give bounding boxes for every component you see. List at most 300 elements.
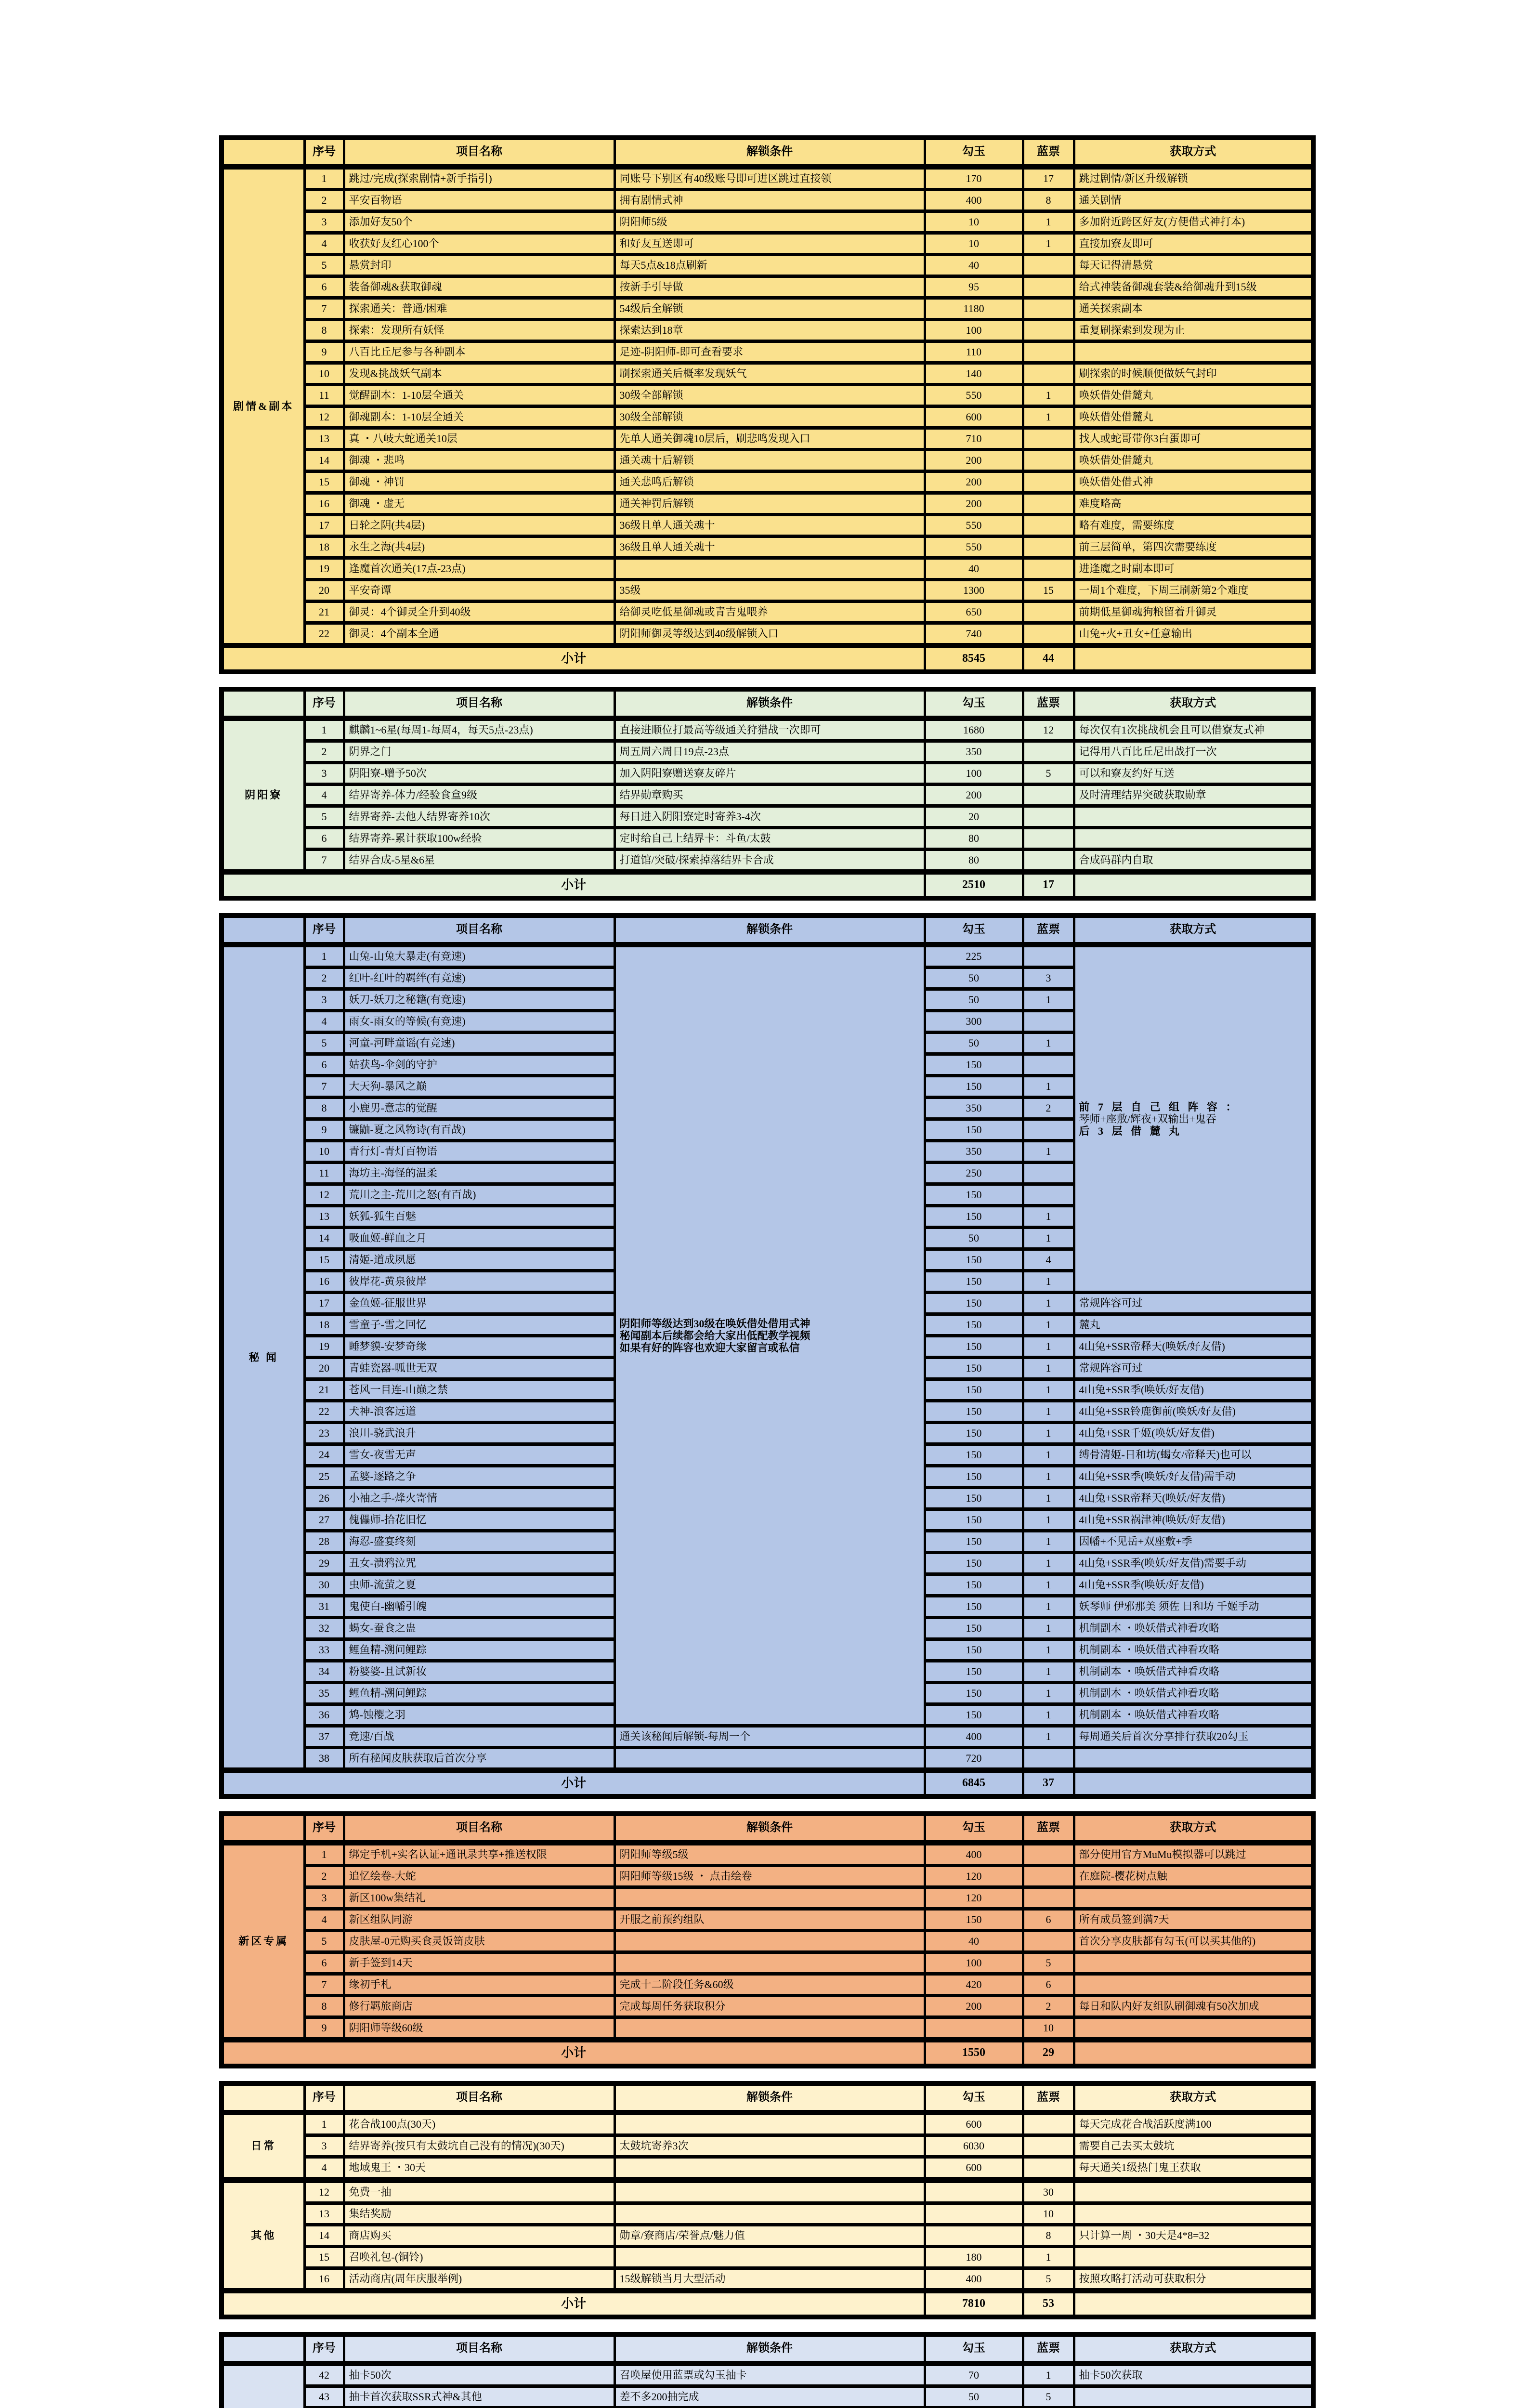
row-jade: 150 — [925, 1553, 1023, 1574]
row-ticket — [1023, 785, 1074, 806]
row-ticket: 2 — [1023, 1098, 1074, 1119]
row-name: 日轮之阴(共4层) — [344, 515, 614, 537]
column-header-name: 项目名称 — [344, 2083, 614, 2113]
column-header-name: 项目名称 — [344, 689, 614, 719]
table-row — [222, 2135, 1313, 2157]
table-row — [222, 1996, 1313, 2017]
table-row — [222, 741, 1313, 763]
row-index: 12 — [304, 406, 344, 428]
row-index: 20 — [304, 580, 344, 602]
subtotal-jade: 1550 — [925, 2040, 1023, 2067]
row-method — [1074, 2017, 1313, 2040]
row-ticket: 1 — [1023, 1423, 1074, 1444]
table-row — [222, 1866, 1313, 1887]
subtotal-label: 小计 — [222, 1770, 925, 1797]
row-ticket: 6 — [1023, 1909, 1074, 1931]
row-name: 孟婆-逐路之争 — [344, 1466, 614, 1488]
row-jade: 300 — [925, 1011, 1023, 1033]
row-condition: 完成十二阶段任务&60级 — [614, 1974, 925, 1996]
row-jade: 95 — [925, 276, 1023, 298]
row-jade: 1680 — [925, 719, 1023, 741]
row-jade — [925, 2017, 1023, 2040]
row-name: 发现&挑战妖气副本 — [344, 363, 614, 385]
row-index: 17 — [304, 1293, 344, 1314]
row-jade: 120 — [925, 1887, 1023, 1909]
merged-note-line: 秘闻副本后续都会给大家出低配教学视频 — [620, 1330, 920, 1342]
row-name: 八百比丘尼参与各种副本 — [344, 341, 614, 363]
column-header-index: 序号 — [304, 916, 344, 945]
subtotal-jade: 6845 — [925, 1770, 1023, 1797]
subtotal-jade: 8545 — [925, 646, 1023, 672]
row-method — [1074, 945, 1313, 1293]
row-ticket: 5 — [1023, 2268, 1074, 2291]
row-jade: 150 — [925, 1119, 1023, 1141]
row-index: 3 — [304, 1887, 344, 1909]
header-row — [222, 1814, 1313, 1843]
subtotal-empty — [1074, 2291, 1313, 2317]
row-method: 只计算一周 ・30天是4*8=32 — [1074, 2225, 1313, 2247]
row-condition — [614, 2180, 925, 2203]
row-name: 追忆绘卷-大蛇 — [344, 1866, 614, 1887]
row-index: 19 — [304, 558, 344, 580]
row-condition — [614, 2113, 925, 2135]
row-jade: 600 — [925, 406, 1023, 428]
row-condition — [614, 2157, 925, 2180]
row-index: 1 — [304, 945, 344, 968]
row-index: 9 — [304, 1119, 344, 1141]
row-jade: 150 — [925, 1596, 1023, 1618]
row-name: 鸩-蚀樱之羽 — [344, 1704, 614, 1726]
row-condition: 通关悲鸣后解锁 — [614, 471, 925, 493]
row-ticket: 1 — [1023, 1293, 1074, 1314]
row-jade: 150 — [925, 1531, 1023, 1553]
column-header-jade: 勾玉 — [925, 1814, 1023, 1843]
row-method — [1074, 1887, 1313, 1909]
row-name: 装备御魂&获取御魂 — [344, 276, 614, 298]
table-row — [222, 2364, 1313, 2386]
row-jade: 200 — [925, 1996, 1023, 2017]
row-index: 7 — [304, 850, 344, 872]
row-method — [1074, 2386, 1313, 2408]
table-row — [222, 450, 1313, 471]
column-header-jade: 勾玉 — [925, 2083, 1023, 2113]
row-name: 修行羁旅商店 — [344, 1996, 614, 2017]
row-ticket: 1 — [1023, 1141, 1074, 1163]
row-jade: 150 — [925, 1618, 1023, 1639]
table-row — [222, 850, 1313, 872]
row-name: 青行灯-青灯百物语 — [344, 1141, 614, 1163]
row-index: 34 — [304, 1661, 344, 1683]
row-name: 平安百物语 — [344, 190, 614, 211]
row-index: 30 — [304, 1574, 344, 1596]
row-index: 21 — [304, 602, 344, 623]
row-condition: 给御灵吃低星御魂或青吉鬼喂养 — [614, 602, 925, 623]
row-condition: 阴阳师等级5级 — [614, 1843, 925, 1866]
subtotal-label: 小计 — [222, 646, 925, 672]
row-condition — [614, 2203, 925, 2225]
table-row — [222, 828, 1313, 850]
section-label-newserver-0: 新区专属 — [222, 1843, 304, 2040]
table-row — [222, 1931, 1313, 1952]
row-index: 7 — [304, 1974, 344, 1996]
row-condition — [614, 1748, 925, 1770]
row-jade: 6030 — [925, 2135, 1023, 2157]
subtotal-ticket: 17 — [1023, 872, 1074, 899]
row-ticket — [1023, 2113, 1074, 2135]
row-name: 彼岸花-黄泉彼岸 — [344, 1271, 614, 1293]
row-jade: 40 — [925, 255, 1023, 276]
row-name: 所有秘闻皮肤获取后首次分享 — [344, 1748, 614, 1770]
row-index: 4 — [304, 1909, 344, 1931]
column-header-condition: 解锁条件 — [614, 1814, 925, 1843]
row-condition: 拥有剧情式神 — [614, 190, 925, 211]
row-index: 1 — [304, 167, 344, 190]
row-method — [1074, 828, 1313, 850]
row-name: 跳过/完成(探索剧情+新手指引) — [344, 167, 614, 190]
row-ticket — [1023, 828, 1074, 850]
row-condition: 每日进入阴阳寮定时寄养3-4次 — [614, 806, 925, 828]
subtotal-row — [222, 872, 1313, 899]
row-index: 5 — [304, 1033, 344, 1054]
row-name: 悬赏封印 — [344, 255, 614, 276]
row-index: 15 — [304, 2247, 344, 2268]
row-index: 18 — [304, 537, 344, 558]
table-row — [222, 276, 1313, 298]
row-condition: 加入阴阳寮赠送寮友碎片 — [614, 763, 925, 785]
row-condition: 36级且单人通关魂十 — [614, 537, 925, 558]
row-method: 可以和寮友约好互送 — [1074, 763, 1313, 785]
row-index: 22 — [304, 1401, 344, 1423]
row-condition: 通关该秘闻后解锁-每周一个 — [614, 1726, 925, 1748]
row-ticket: 15 — [1023, 580, 1074, 602]
row-method: 记得用八百比丘尼出战打一次 — [1074, 741, 1313, 763]
row-ticket: 5 — [1023, 2386, 1074, 2408]
row-method: 4山兔+SSR祸津神(唤妖/好友借) — [1074, 1509, 1313, 1531]
row-condition: 先单人通关御魂10层后，刷悲鸣发现入口 — [614, 428, 925, 450]
row-method: 给式神装备御魂套装&给御魂升到15级 — [1074, 276, 1313, 298]
row-index: 6 — [304, 828, 344, 850]
row-jade: 550 — [925, 385, 1023, 406]
row-ticket: 1 — [1023, 1358, 1074, 1379]
row-ticket: 1 — [1023, 1076, 1074, 1098]
rewards-spreadsheet — [219, 135, 1311, 2408]
row-ticket: 1 — [1023, 1509, 1074, 1531]
row-name: 傀儡师-拾花旧忆 — [344, 1509, 614, 1531]
row-ticket: 1 — [1023, 385, 1074, 406]
corner-cell — [222, 2083, 304, 2113]
table-row — [222, 2113, 1313, 2135]
row-ticket — [1023, 276, 1074, 298]
subtotal-label: 小计 — [222, 2040, 925, 2067]
row-condition: 54级后全解锁 — [614, 298, 925, 320]
table-row — [222, 558, 1313, 580]
table-row — [222, 602, 1313, 623]
table-row — [222, 1748, 1313, 1770]
row-condition: 阴阳师5级 — [614, 211, 925, 233]
row-ticket — [1023, 298, 1074, 320]
row-method: 刷探索的时候顺便做妖气封印 — [1074, 363, 1313, 385]
row-jade: 150 — [925, 1054, 1023, 1076]
row-ticket: 5 — [1023, 763, 1074, 785]
subtotal-row — [222, 1770, 1313, 1797]
row-method: 每次仅有1次挑战机会且可以借寮友式神 — [1074, 719, 1313, 741]
row-name: 免费一抽 — [344, 2180, 614, 2203]
merged-note-line: 前 7 层 自 己 组 阵 容 ： — [1079, 1101, 1307, 1113]
row-ticket: 1 — [1023, 1271, 1074, 1293]
row-index: 29 — [304, 1553, 344, 1574]
row-name: 觉醒副本：1-10层全通关 — [344, 385, 614, 406]
column-header-name: 项目名称 — [344, 1814, 614, 1843]
row-index: 6 — [304, 276, 344, 298]
merged-note-line: 阴阳师等级达到30级在唤妖借处借用式神 — [620, 1318, 920, 1330]
row-name: 御魂副本：1-10层全通关 — [344, 406, 614, 428]
row-method: 机制副本 ・唤妖借式神看攻略 — [1074, 1704, 1313, 1726]
row-method — [1074, 806, 1313, 828]
row-method: 4山兔+SSR季(唤妖/好友借)需手动 — [1074, 1466, 1313, 1488]
row-condition: 太鼓坑寄养3次 — [614, 2135, 925, 2157]
row-condition: 结界勋章购买 — [614, 785, 925, 806]
row-index: 11 — [304, 385, 344, 406]
row-index: 13 — [304, 2203, 344, 2225]
row-jade — [925, 2203, 1023, 2225]
row-jade — [925, 2180, 1023, 2203]
section-table-guild — [219, 687, 1316, 901]
table-row — [222, 363, 1313, 385]
row-condition: 足迹-阴阳师-即可查看要求 — [614, 341, 925, 363]
row-ticket — [1023, 1843, 1074, 1866]
row-index: 8 — [304, 320, 344, 341]
row-index: 4 — [304, 2157, 344, 2180]
row-method: 山兔+火+丑女+任意输出 — [1074, 623, 1313, 646]
row-index: 1 — [304, 719, 344, 741]
row-jade: 150 — [925, 1184, 1023, 1206]
subtotal-ticket: 37 — [1023, 1770, 1074, 1797]
row-index: 36 — [304, 1704, 344, 1726]
row-method: 部分使用官方MuMu模拟器可以跳过 — [1074, 1843, 1313, 1866]
row-name: 阴界之门 — [344, 741, 614, 763]
column-header-jade: 勾玉 — [925, 916, 1023, 945]
row-jade: 225 — [925, 945, 1023, 968]
row-ticket: 1 — [1023, 2247, 1074, 2268]
row-ticket — [1023, 1748, 1074, 1770]
row-condition — [614, 1887, 925, 1909]
row-index: 32 — [304, 1618, 344, 1639]
row-method: 4山兔+SSR帝释天(唤妖/好友借) — [1074, 1336, 1313, 1358]
column-header-index: 序号 — [304, 2083, 344, 2113]
subtotal-label: 小计 — [222, 2291, 925, 2317]
table-row — [222, 2247, 1313, 2268]
row-jade: 150 — [925, 1488, 1023, 1509]
column-header-name: 项目名称 — [344, 138, 614, 167]
row-condition: 同账号下别区有40级账号即可进区跳过直接领 — [614, 167, 925, 190]
row-jade: 150 — [925, 1076, 1023, 1098]
row-method — [1074, 1748, 1313, 1770]
row-method: 需要自己去买太鼓坑 — [1074, 2135, 1313, 2157]
row-method: 4山兔+SSR千姬(唤妖/好友借) — [1074, 1423, 1313, 1444]
row-index: 16 — [304, 493, 344, 515]
row-ticket: 1 — [1023, 1661, 1074, 1683]
row-jade: 550 — [925, 537, 1023, 558]
table-row — [222, 515, 1313, 537]
row-method: 在庭院-樱花树点触 — [1074, 1866, 1313, 1887]
table-row — [222, 493, 1313, 515]
row-ticket: 2 — [1023, 1996, 1074, 2017]
row-method: 重复刷探索到发现为止 — [1074, 320, 1313, 341]
row-name: 山兔-山兔大暴走(有竞速) — [344, 945, 614, 968]
row-name: 河童-河畔童谣(有竞速) — [344, 1033, 614, 1054]
row-method: 唤妖借处借麓丸 — [1074, 406, 1313, 428]
row-method: 机制副本 ・唤妖借式神看攻略 — [1074, 1683, 1313, 1704]
row-jade: 150 — [925, 1639, 1023, 1661]
column-header-method: 获取方式 — [1074, 2334, 1313, 2364]
row-index: 19 — [304, 1336, 344, 1358]
table-row — [222, 537, 1313, 558]
subtotal-empty — [1074, 646, 1313, 672]
table-row — [222, 471, 1313, 493]
table-row — [222, 580, 1313, 602]
row-jade: 140 — [925, 363, 1023, 385]
row-jade: 150 — [925, 1909, 1023, 1931]
column-header-ticket: 蓝票 — [1023, 2334, 1074, 2364]
row-ticket: 1 — [1023, 1228, 1074, 1249]
row-method: 麓丸 — [1074, 1314, 1313, 1336]
column-header-condition: 解锁条件 — [614, 916, 925, 945]
row-name: 吸血姬-鲜血之月 — [344, 1228, 614, 1249]
column-header-name: 项目名称 — [344, 916, 614, 945]
row-jade — [925, 2225, 1023, 2247]
table-row — [222, 945, 1313, 968]
row-jade: 150 — [925, 1401, 1023, 1423]
row-index: 33 — [304, 1639, 344, 1661]
row-method: 4山兔+SSR季(唤妖/好友借) — [1074, 1574, 1313, 1596]
header-row — [222, 138, 1313, 167]
row-condition: 每天5点&18点刷新 — [614, 255, 925, 276]
row-ticket: 1 — [1023, 1033, 1074, 1054]
table-row — [222, 255, 1313, 276]
row-ticket: 1 — [1023, 1596, 1074, 1618]
row-index: 35 — [304, 1683, 344, 1704]
subtotal-row — [222, 2040, 1313, 2067]
section-label-guild-0: 阴阳寮 — [222, 719, 304, 872]
row-method: 机制副本 ・唤妖借式神看攻略 — [1074, 1639, 1313, 1661]
column-header-index: 序号 — [304, 689, 344, 719]
row-condition — [614, 945, 925, 1726]
row-index: 2 — [304, 968, 344, 989]
row-index: 16 — [304, 2268, 344, 2291]
section-table-gacha — [219, 2332, 1316, 2408]
row-name: 浪川-骁武浪升 — [344, 1423, 614, 1444]
row-method — [1074, 1952, 1313, 1974]
row-jade: 400 — [925, 1726, 1023, 1748]
row-ticket: 30 — [1023, 2180, 1074, 2203]
row-name: 鬼使白-幽幡引魄 — [344, 1596, 614, 1618]
section-label-daily-other-1: 其他 — [222, 2180, 304, 2291]
row-jade: 720 — [925, 1748, 1023, 1770]
row-jade: 150 — [925, 1423, 1023, 1444]
row-jade: 150 — [925, 1336, 1023, 1358]
row-name: 平安奇谭 — [344, 580, 614, 602]
row-ticket: 6 — [1023, 1974, 1074, 1996]
row-index: 6 — [304, 1054, 344, 1076]
row-method: 抽卡50次获取 — [1074, 2364, 1313, 2386]
row-name: 皮肤屋-0元购买食灵饭笥皮肤 — [344, 1931, 614, 1952]
row-name: 清姬-道成夙愿 — [344, 1249, 614, 1271]
row-jade: 150 — [925, 1509, 1023, 1531]
row-index: 10 — [304, 1141, 344, 1163]
row-jade: 350 — [925, 741, 1023, 763]
row-condition: 通关魂十后解锁 — [614, 450, 925, 471]
table-row — [222, 1909, 1313, 1931]
row-index: 12 — [304, 2180, 344, 2203]
row-condition: 召唤屋使用蓝票或勾玉抽卡 — [614, 2364, 925, 2386]
subtotal-empty — [1074, 2040, 1313, 2067]
row-index: 9 — [304, 2017, 344, 2040]
row-method: 常规阵容可过 — [1074, 1293, 1313, 1314]
row-method: 首次分享皮肤都有勾玉(可以买其他的) — [1074, 1931, 1313, 1952]
corner-cell — [222, 138, 304, 167]
row-jade: 20 — [925, 806, 1023, 828]
row-ticket — [1023, 428, 1074, 450]
column-header-condition: 解锁条件 — [614, 689, 925, 719]
table-row — [222, 190, 1313, 211]
row-jade: 420 — [925, 1974, 1023, 1996]
row-method: 4山兔+SSR帝释天(唤妖/好友借) — [1074, 1488, 1313, 1509]
column-header-index: 序号 — [304, 1814, 344, 1843]
row-ticket — [1023, 945, 1074, 968]
row-index: 1 — [304, 2113, 344, 2135]
table-row — [222, 341, 1313, 363]
row-method: 前期低星御魂狗粮留着升御灵 — [1074, 602, 1313, 623]
table-row — [222, 2180, 1313, 2203]
row-method: 按照攻略打活动可获取积分 — [1074, 2268, 1313, 2291]
row-ticket — [1023, 850, 1074, 872]
section-table-daily-other — [219, 2081, 1316, 2319]
row-name: 探索通关：普通/困难 — [344, 298, 614, 320]
section-label-story-0: 剧情&副本 — [222, 167, 304, 646]
corner-cell — [222, 689, 304, 719]
row-ticket: 1 — [1023, 1444, 1074, 1466]
row-jade: 170 — [925, 167, 1023, 190]
row-index: 8 — [304, 1098, 344, 1119]
row-condition: 开服之前预约组队 — [614, 1909, 925, 1931]
row-jade: 10 — [925, 211, 1023, 233]
row-index: 37 — [304, 1726, 344, 1748]
row-ticket: 1 — [1023, 1726, 1074, 1748]
row-index: 7 — [304, 1076, 344, 1098]
table-row — [222, 320, 1313, 341]
row-name: 金鱼姬-征服世界 — [344, 1293, 614, 1314]
section-table-newserver — [219, 1811, 1316, 2068]
row-index: 16 — [304, 1271, 344, 1293]
row-jade: 150 — [925, 1206, 1023, 1228]
row-method: 一周1个难度，下周三刷新第2个难度 — [1074, 580, 1313, 602]
row-jade: 150 — [925, 1661, 1023, 1683]
row-method — [1074, 2247, 1313, 2268]
row-condition: 36级且单人通关魂十 — [614, 515, 925, 537]
row-name: 红叶-红叶的羁绊(有竞速) — [344, 968, 614, 989]
row-jade: 740 — [925, 623, 1023, 646]
table-row — [222, 1952, 1313, 1974]
row-name: 妖狐-狐生百魅 — [344, 1206, 614, 1228]
row-method — [1074, 2203, 1313, 2225]
row-name: 商店购买 — [344, 2225, 614, 2247]
row-jade: 120 — [925, 1866, 1023, 1887]
row-method: 每日和队内好友组队刷御魂有50次加成 — [1074, 1996, 1313, 2017]
row-name: 荒川之主-荒川之怒(有百战) — [344, 1184, 614, 1206]
row-name: 探索：发现所有妖怪 — [344, 320, 614, 341]
row-name: 雨女-雨女的等候(有竞速) — [344, 1011, 614, 1033]
row-method: 难度略高 — [1074, 493, 1313, 515]
